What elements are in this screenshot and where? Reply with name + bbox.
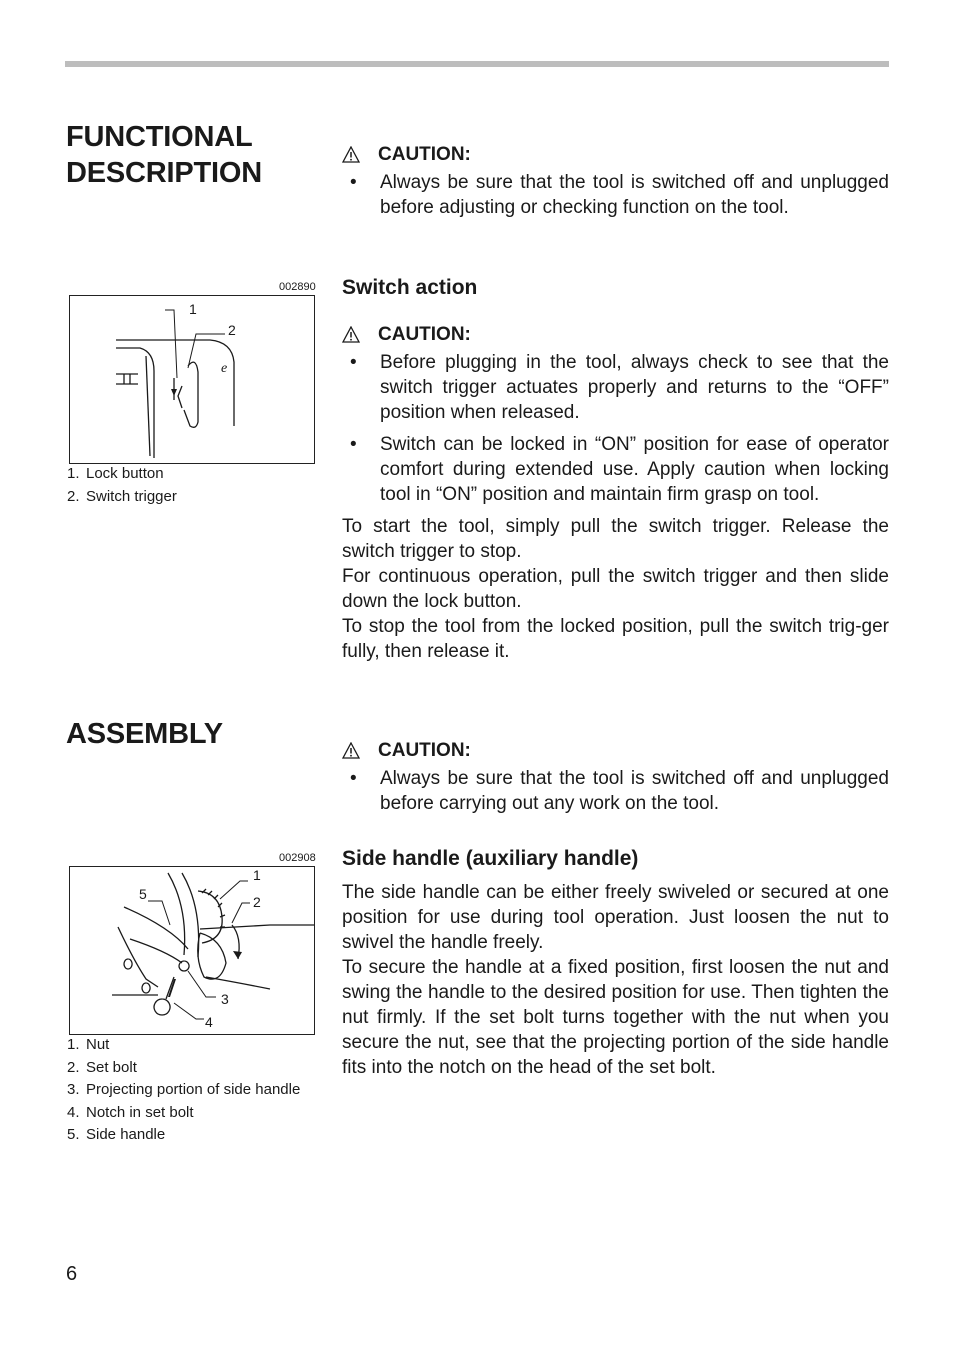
legend-item: 5. Side handle	[67, 1126, 166, 1143]
svg-text:e: e	[221, 361, 228, 376]
callout-2: 2	[253, 894, 261, 910]
legend-item: 2. Switch trigger	[67, 487, 177, 505]
subheading-switch-action: Switch action	[342, 276, 478, 299]
legend-item: 2. Set bolt	[67, 1058, 137, 1076]
caution-list	[342, 350, 889, 507]
paragraph: To start the tool, simply pull the switch trigger. Release the switch trigger to stop.	[342, 516, 889, 562]
paragraph: To stop the tool from the locked position, pull the switch trig-ger fully, then release it.	[342, 616, 889, 662]
callout-1: 1	[253, 867, 261, 883]
callout-1: 1	[189, 301, 197, 317]
top-rule	[65, 61, 889, 67]
legend-item: 4. Notch in set bolt	[67, 1103, 194, 1121]
paragraph: The side handle can be either freely swiveled or secured at one position for use during tool operation. Just loosen the nut to swivel the handle freely.	[342, 882, 889, 953]
section-heading-functional-description: FUNCTIONAL DESCRIPTION	[66, 121, 262, 189]
side-handle-block	[342, 880, 889, 1080]
caution-list	[342, 766, 889, 816]
section-heading-assembly: ASSEMBLY	[66, 718, 223, 750]
caution-item: • Always be sure that the tool is switched off and unplugged before adjusting or checking function on the tool.	[342, 170, 889, 220]
callout-3: 3	[221, 991, 229, 1007]
subheading-side-handle: Side handle (auxiliary handle)	[342, 847, 639, 870]
figure-side-handle	[69, 866, 315, 1035]
callout-5: 5	[139, 886, 147, 902]
warning-triangle-icon	[342, 742, 360, 759]
callout-4: 4	[205, 1014, 213, 1030]
legend-item: 1. Lock button	[67, 465, 164, 482]
functional-caution-block	[342, 142, 889, 227]
side-handle-illustration	[70, 867, 314, 1034]
warning-triangle-icon	[342, 326, 360, 343]
figure-legend	[67, 1034, 300, 1147]
figure-switch-action	[69, 295, 315, 464]
assembly-caution-block	[342, 738, 889, 823]
legend-item: 1. Nut	[67, 1036, 110, 1053]
paragraph: To secure the handle at a fixed position, first loosen the nut and swing the handle to the desired position for use. Then tighten the nut firmly. If the set bolt turns together with the nut when you secure the nut, see that the projecting portion of the side handle fits into the notch on the head of the set bolt.	[342, 957, 889, 1078]
caution-item: • Switch can be locked in “ON” position for ease of operator comfort during extended use. Apply caution when locking tool in “ON” position and maintain firm grasp on tool.	[342, 432, 889, 507]
switch-illustration	[70, 296, 314, 463]
caution-item: • Before plugging in the tool, always check to see that the switch trigger actuates properly and returns to the “OFF” position when released.	[342, 350, 889, 425]
figure-code: 002890	[279, 281, 316, 293]
caution-label: CAUTION:	[378, 144, 471, 165]
paragraph: For continuous operation, pull the switch trigger and then slide down the lock button.	[342, 566, 889, 612]
caution-heading	[342, 322, 889, 347]
caution-list	[342, 170, 889, 220]
page-number: 6	[66, 1263, 78, 1285]
caution-label: CAUTION:	[378, 740, 471, 761]
caution-heading	[342, 738, 889, 763]
callout-2: 2	[228, 322, 236, 338]
caution-item: • Always be sure that the tool is switched off and unplugged before carrying out any work on the tool.	[342, 766, 889, 816]
warning-triangle-icon	[342, 146, 360, 163]
figure-code: 002908	[279, 852, 316, 864]
caution-label: CAUTION:	[378, 324, 471, 345]
legend-item: 3. Projecting portion of side handle	[67, 1081, 301, 1098]
switch-action-block	[342, 322, 889, 664]
figure-legend	[67, 463, 177, 508]
caution-heading	[342, 142, 889, 167]
